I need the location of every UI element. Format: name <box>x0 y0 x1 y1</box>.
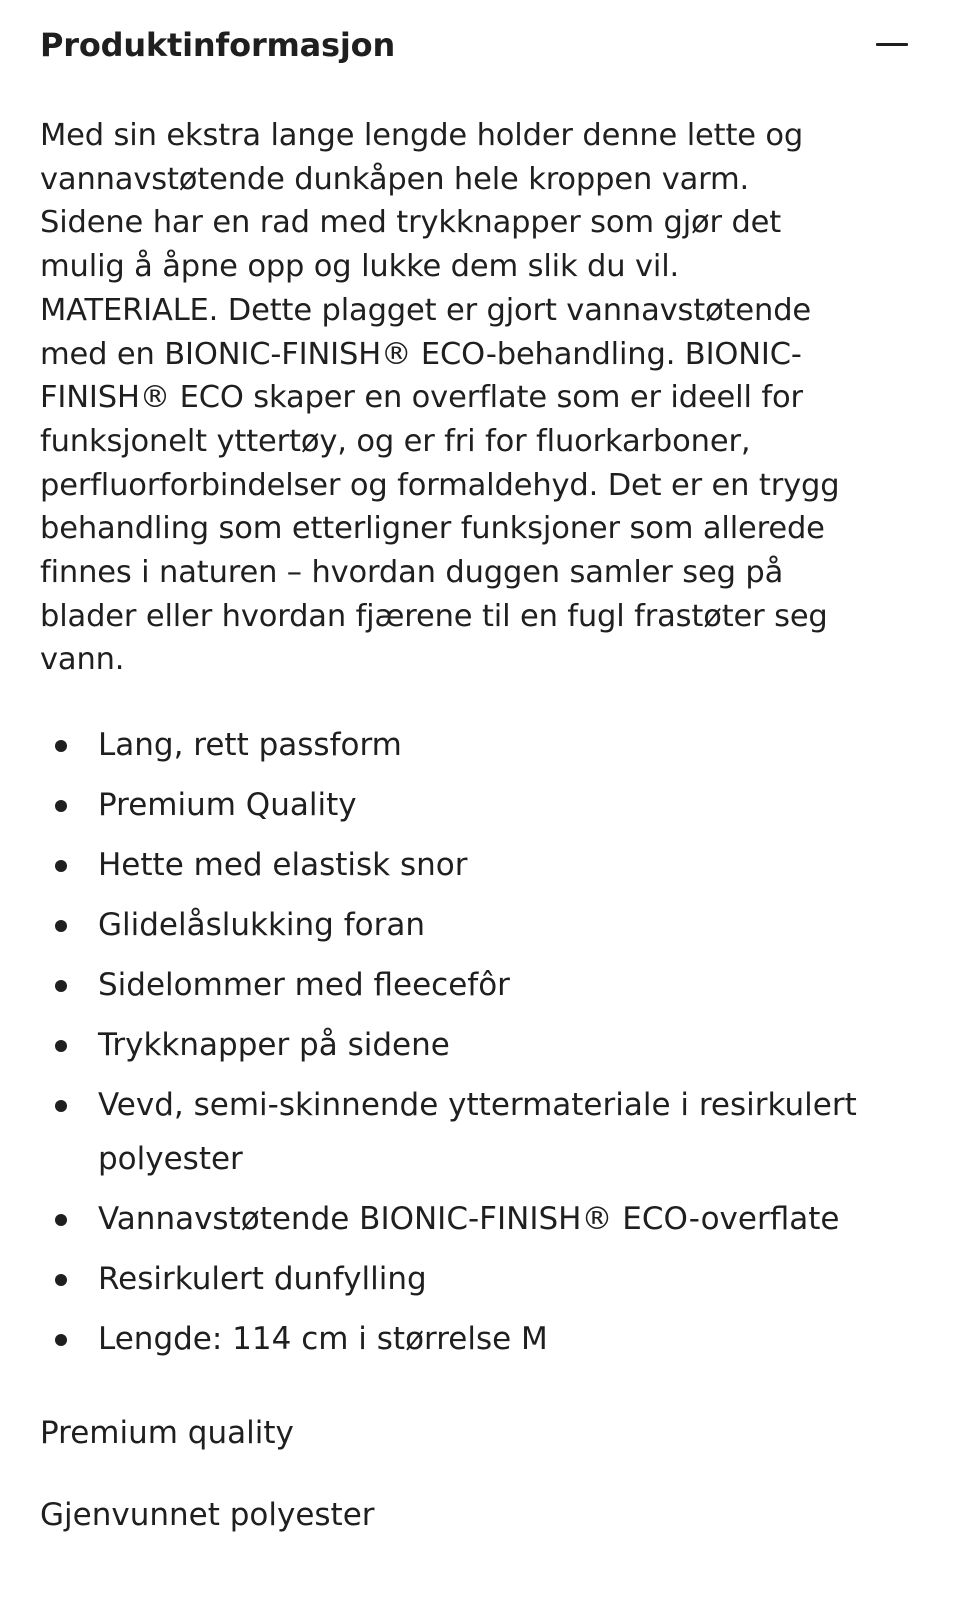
section-title: Produktinformasjon <box>40 26 396 64</box>
feature-text: Resirkulert dunfylling <box>98 1261 427 1297</box>
feature-item <box>40 1312 920 1366</box>
feature-item <box>40 1018 920 1072</box>
feature-item <box>40 718 920 772</box>
product-description: Med sin ekstra lange lengde holder denne lette og vannavstøtende dunkåpen hele kroppen varm. Sidene har en rad med trykknapper som gjør det mulig å åpne opp og lukke dem slik du vil. MATERIALE. Dette plagget er gjort vannavstøtende med en BIONIC-FINISH® ECO-behandling. BIONIC- FINISH® ECO skaper en overflate som er ideell for funksjonelt yttertøy, og er fri for fluorkarboner, perfluorforbindelser og formaldehyd. Det er en trygg behandling som etterligner funksjoner som allerede finnes i naturen – hvordan duggen samler seg på blader eller hvordan fjærene til en fugl frastøter seg vann. <box>40 118 840 678</box>
feature-list <box>40 718 920 1372</box>
product-info-header[interactable] <box>0 0 960 94</box>
feature-item <box>40 838 920 892</box>
bullet-icon <box>55 1100 67 1112</box>
bullet-icon <box>55 920 67 932</box>
bullet-icon <box>55 860 67 872</box>
bullet-icon <box>55 1040 67 1052</box>
bullet-icon <box>55 1214 67 1226</box>
feature-text: Sidelommer med fleecefôr <box>98 967 510 1003</box>
bullet-icon <box>55 740 67 752</box>
recycled-polyester-label: Gjenvunnet polyester <box>40 1497 375 1533</box>
feature-item <box>40 898 920 952</box>
feature-item <box>40 1078 920 1186</box>
feature-text: Glidelåslukking foran <box>98 907 425 943</box>
feature-item <box>40 958 920 1012</box>
minus-icon[interactable] <box>872 24 912 64</box>
feature-text: Lang, rett passform <box>98 727 402 763</box>
bullet-icon <box>55 1274 67 1286</box>
feature-text: Premium Quality <box>98 787 357 823</box>
bullet-icon <box>55 980 67 992</box>
feature-text: Hette med elastisk snor <box>98 847 468 883</box>
feature-item <box>40 1192 920 1246</box>
feature-text: Vannavstøtende BIONIC-FINISH® ECO-overflate <box>98 1201 840 1237</box>
feature-item <box>40 778 920 832</box>
feature-text: Trykknapper på sidene <box>98 1027 450 1063</box>
feature-item <box>40 1252 920 1306</box>
feature-text: Lengde: 114 cm i størrelse M <box>98 1321 548 1357</box>
bullet-icon <box>55 1334 67 1346</box>
bullet-icon <box>55 800 67 812</box>
premium-quality-label: Premium quality <box>40 1415 294 1451</box>
feature-text: Vevd, semi-skinnende yttermateriale i resirkulert polyester <box>98 1087 857 1177</box>
